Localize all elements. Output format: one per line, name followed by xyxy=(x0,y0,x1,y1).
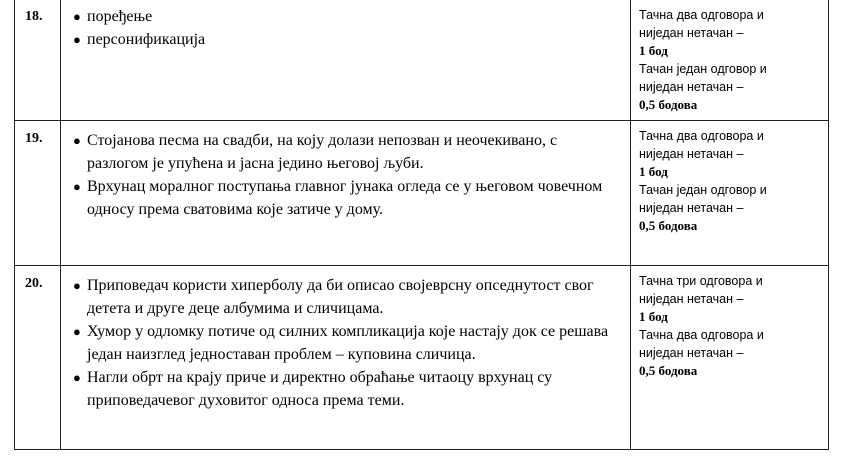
bullet-icon: ● xyxy=(73,278,81,293)
answer-text: Врхунац моралног поступања главног јунака огледа се у његовом човечном односу према сватовима које затиче у дому. xyxy=(87,178,603,218)
answer-text: Хумор у одломку потиче од силних компликација које настају док се решава један наизглед једноставан проблем – куповина сличица. xyxy=(87,323,609,363)
table-row xyxy=(15,0,829,121)
bullet-icon: ● xyxy=(73,32,81,47)
list-item xyxy=(73,5,622,28)
answer-cell xyxy=(61,266,631,450)
scoring-cell xyxy=(631,0,829,121)
list-item xyxy=(73,28,622,51)
table-row xyxy=(15,266,829,450)
answer-text: Нагли обрт на крају приче и директно обраћање читаоцу врхунац су приповедачевог духовитог односа према теми. xyxy=(87,369,553,409)
answer-cell xyxy=(61,121,631,266)
bullet-icon: ● xyxy=(73,9,81,24)
question-number: 20. xyxy=(15,266,61,450)
answer-text: Стојанова песма на свадби, на коју долази непозван и неочекивано, с разлогом је упућена и јасна једино његовој љуби. xyxy=(87,132,558,172)
scoring-line: ниједан нетачан – xyxy=(639,147,744,161)
scoring-points: 0,5 бодова xyxy=(639,97,698,112)
scoring-line: ниједан нетачан – xyxy=(639,80,744,94)
scoring-line: ниједан нетачан – xyxy=(639,346,744,360)
list-item xyxy=(73,175,622,221)
scoring-points: 1 бод xyxy=(639,164,668,179)
scoring-line: ниједан нетачан – xyxy=(639,201,744,215)
scoring-cell xyxy=(631,266,829,450)
scoring-line: Тачна три одговора и xyxy=(639,274,763,288)
answer-text: поређење xyxy=(87,8,153,25)
scoring-line: Тачан један одговор и xyxy=(639,62,767,76)
scoring-points: 1 бод xyxy=(639,309,668,324)
scoring-points: 0,5 бодова xyxy=(639,363,698,378)
scoring-line: ниједан нетачан – xyxy=(639,26,744,40)
scoring-line: ниједан нетачан – xyxy=(639,292,744,306)
scoring-line: Тачна два одговора и xyxy=(639,8,764,22)
answer-text: персонификација xyxy=(87,31,206,48)
scoring-points: 0,5 бодова xyxy=(639,218,698,233)
bullet-icon: ● xyxy=(73,370,81,385)
list-item xyxy=(73,320,622,366)
bullet-icon: ● xyxy=(73,324,81,339)
list-item xyxy=(73,274,622,320)
scoring-cell xyxy=(631,121,829,266)
question-number: 19. xyxy=(15,121,61,266)
bullet-icon: ● xyxy=(73,179,81,194)
table-row xyxy=(15,121,829,266)
scoring-points: 1 бод xyxy=(639,43,668,58)
list-item xyxy=(73,129,622,175)
answer-cell xyxy=(61,0,631,121)
scoring-line: Тачан један одговор и xyxy=(639,183,767,197)
scoring-line: Тачна два одговора и xyxy=(639,129,764,143)
answer-text: Приповедач користи хиперболу да би описао својеврсну опседнутост свог детета и друге деце албумима и сличицама. xyxy=(87,277,594,317)
answer-key-table xyxy=(14,0,829,450)
bullet-icon: ● xyxy=(73,133,81,148)
list-item xyxy=(73,366,622,412)
scoring-line: Тачна два одговора и xyxy=(639,328,764,342)
question-number: 18. xyxy=(15,0,61,121)
